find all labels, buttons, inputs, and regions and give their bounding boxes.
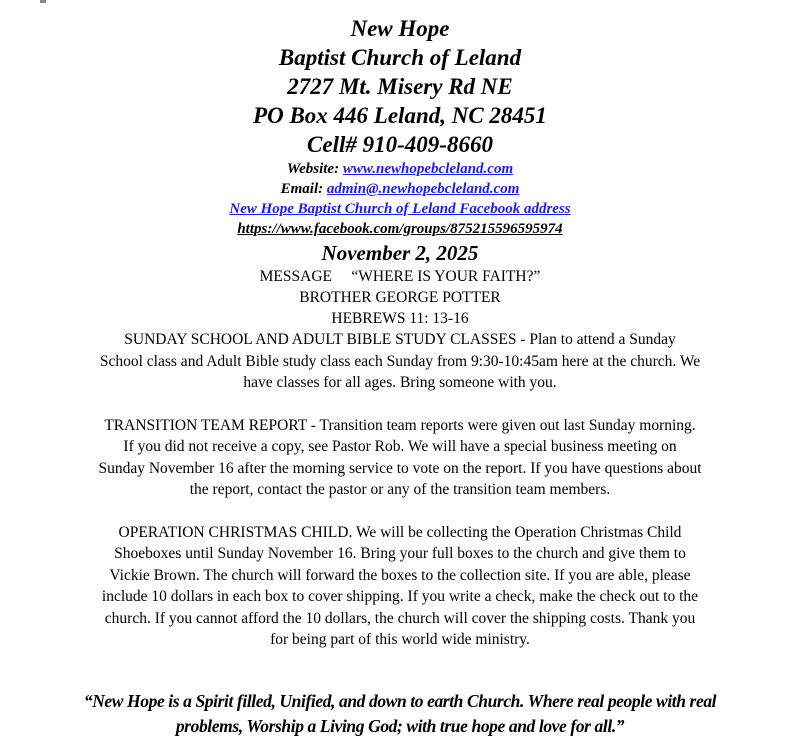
message-line [0,266,800,287]
facebook-line [0,199,800,219]
email-link[interactable]: admin@.newhopebcleland.com [326,181,520,197]
bulletin-page [0,14,800,739]
email-line [0,179,800,199]
facebook-link[interactable]: New Hope Baptist Church of Leland Facebook address [229,201,571,217]
announcement-line: If you did not receive a copy, see Pastor Rob. We will have a special business meeting on [123,438,677,455]
church-motto [40,689,760,739]
website-link[interactable]: www.newhopebcleland.com [342,161,514,177]
announcement-line: TRANSITION TEAM REPORT - Transition team reports were given out last Sunday morning. [104,416,696,434]
church-name-line2: Baptist Church of Leland [278,45,522,70]
speaker-name: BROTHER GEORGE POTTER [299,289,501,306]
scripture-reference: HEBREWS 11: 13-16 [331,310,469,327]
announcement-line: include 10 dollars in each box to cover shipping. If you write a check, make the check out to the [101,588,699,605]
corner-mark [40,0,46,3]
announcement-line: Shoeboxes until Sunday November 16. Bring your full boxes to the church and give them to [114,545,686,562]
street-address: 2727 Mt. Misery Rd NE [287,74,513,99]
church-name-line1: New Hope [350,16,450,41]
website-line [0,159,800,179]
message-title: “WHERE IS YOUR FAITH?” [351,268,541,285]
message-label: MESSAGE [259,268,332,285]
announcement-operation-christmas-child [35,522,765,651]
announcement-sunday-school [35,329,765,394]
announcement-transition-team [35,415,765,501]
motto-line: “New Hope is a Spirit filled, Unified, and down to earth Church. Where real people with real [83,690,717,711]
cell-phone: Cell# 910-409-8660 [307,132,493,157]
announcement-line: church. If you cannot afford the 10 dollars, the church will cover the shipping costs. Thank you [104,609,696,627]
announcement-line: the report, contact the pastor or any of the transition team members. [189,481,611,498]
website-label: Website: [286,161,340,177]
motto-line: problems, Worship a Living God; with true hope and love for all.” [175,715,625,736]
announcement-line: SUNDAY SCHOOL AND ADULT BIBLE STUDY CLASSES - Plan to attend a Sunday [124,331,676,348]
facebook-url-link[interactable]: https://www.facebook.com/groups/875215596595974 [237,221,563,237]
announcement-line: for being part of this world wide ministry. [270,631,530,648]
po-box-address: PO Box 446 Leland, NC 28451 [253,103,547,128]
facebook-url-line [0,219,800,239]
announcement-line: have classes for all ages. Bring someone with you. [243,374,557,391]
announcement-line: Sunday November 16 after the morning service to vote on the report. If you have questions about [98,459,702,477]
service-date: November 2, 2025 [321,241,479,265]
announcement-line: OPERATION CHRISTMAS CHILD. We will be collecting the Operation Christmas Child [118,523,682,541]
announcement-line: School class and Adult Bible study class each Sunday from 9:30-10:45am here at the church. We [99,352,701,370]
email-label: Email: [280,181,324,197]
announcement-line: Vickie Brown. The church will forward the boxes to the collection site. If you are able, please [109,566,691,584]
